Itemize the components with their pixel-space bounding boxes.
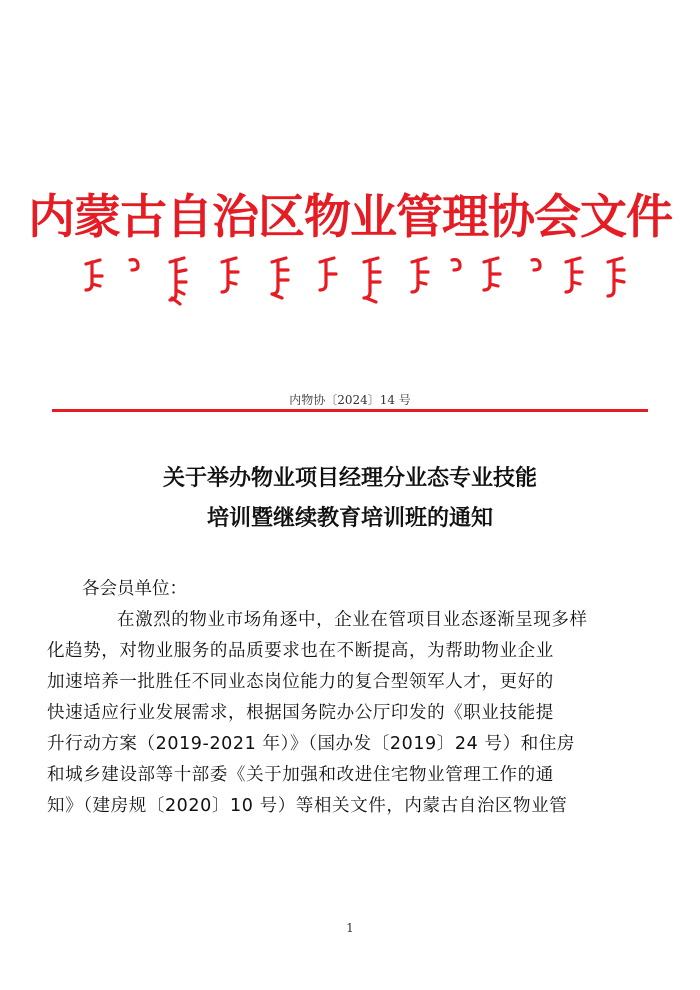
- body-line: 快速适应行业发展需求，根据国务院办公厅印发的《职业技能提: [47, 703, 554, 723]
- notice-title: [0, 458, 700, 538]
- masthead-title: 内蒙古自治区物业管理协会文件: [28, 190, 672, 245]
- body-paragraph: [47, 605, 630, 822]
- red-divider-line: [52, 409, 648, 412]
- body-line: 化趋势，对物业服务的品质要求也在不断提高，为帮助物业企业: [47, 641, 554, 661]
- body-line: 在激烈的物业市场角逐中，企业在管项目业态逐渐呈现多样: [117, 610, 588, 630]
- body-line: 加速培养一批胜任不同业态岗位能力的复合型领军人才，更好的: [47, 672, 554, 692]
- page-number: 1: [346, 921, 354, 935]
- document-number: 内物协〔2024〕14 号: [289, 393, 411, 407]
- mongolian-script-logo: [72, 254, 632, 314]
- notice-title-line-2: 培训暨继续教育培训班的通知: [206, 505, 493, 531]
- body-line: 和城乡建设部等十部委《关于加强和改进住宅物业管理工作的通: [47, 765, 554, 785]
- body-line: 升行动方案（2019-2021 年）》（国办发〔2019〕24 号）和住房: [47, 734, 576, 754]
- salutation: 各会员单位：: [82, 579, 187, 599]
- body-line: 知》（建房规〔2020〕10 号）等相关文件，内蒙古自治区物业管: [47, 796, 568, 816]
- notice-title-line-1: 关于举办物业项目经理分业态专业技能: [162, 465, 537, 491]
- notice-body: [47, 574, 630, 822]
